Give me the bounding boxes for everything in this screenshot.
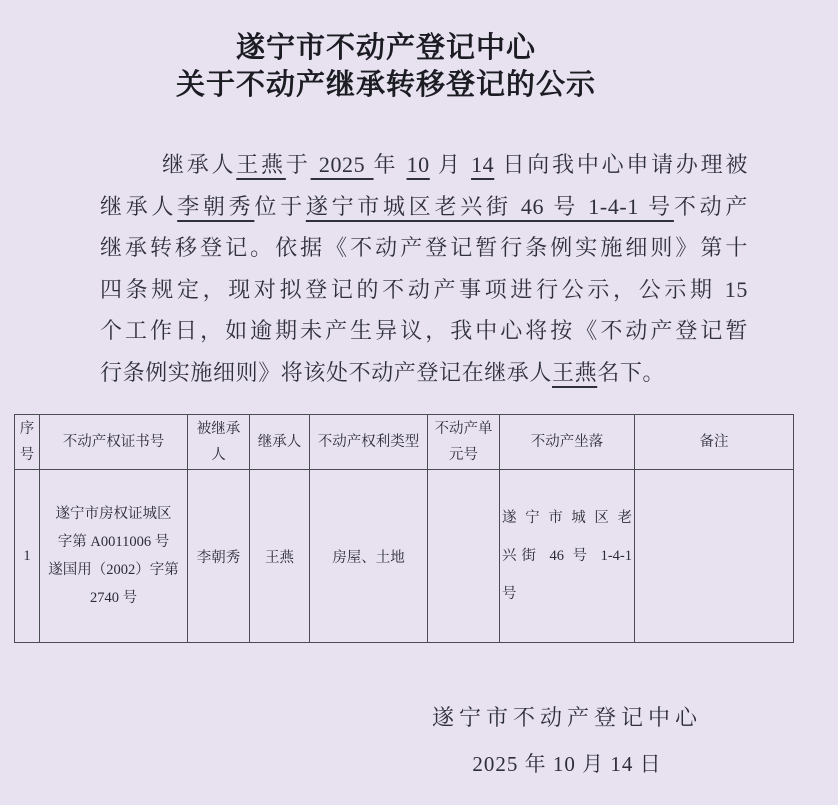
- notice-title: [0, 30, 805, 104]
- header-unit-no: 不动产单元号: [428, 415, 500, 470]
- cell-heir: 王燕: [250, 470, 310, 643]
- table-row: [15, 470, 794, 643]
- cell-unit-no: [428, 470, 500, 643]
- cell-decedent: 李朝秀: [188, 470, 250, 643]
- header-heir: 继承人: [250, 415, 310, 470]
- notice-title-line2: 关于不动产继承转移登记的公示: [175, 69, 596, 101]
- footer-org-name: 遂宁市不动产登记中心: [431, 705, 702, 730]
- cell-seq: 1: [15, 470, 40, 643]
- header-decedent: 被继承人: [188, 415, 250, 470]
- cell-location: 遂宁市城区老 兴街 46 号 1-4-1 号: [500, 470, 635, 643]
- registration-table: [14, 414, 794, 643]
- header-cert-no: 不动产权证书号: [40, 415, 188, 470]
- header-right-type: 不动产权利类型: [310, 415, 428, 470]
- notice-footer: [432, 701, 702, 778]
- notice-title-line1: 遂宁市不动产登记中心: [235, 32, 536, 64]
- table-header-row: [15, 415, 794, 470]
- notice-body-paragraph: 继承人王燕于 2025 年 10 月 14 日向我中心申请办理被 继承人李朝秀位于遂宁市城区老兴街 46 号 1-4-1 号不动产 继承转移登记。依据《不动产登记暂行条例实施细则》第十 四条规定，现对拟登记的不动产事项进行公示，公示期 15 个工作日，如逾期未产生异议，我中心将按《不动产登记暂 行条例实施细则》将该处不动产登记在继承人王燕名下。: [100, 152, 748, 385]
- cell-cert-no: 遂宁市房权证城区 字第 A0011006 号 遂国用（2002）字第 2740 号: [40, 470, 188, 643]
- header-remark: 备注: [635, 415, 794, 470]
- header-seq: 序号: [15, 415, 40, 470]
- registration-table-wrapper: [14, 414, 838, 643]
- cell-right-type: 房屋、土地: [310, 470, 428, 643]
- footer-date: 2025 年 10 月 14 日: [472, 752, 662, 776]
- cell-remark: [635, 470, 794, 643]
- header-location: 不动产坐落: [500, 415, 635, 470]
